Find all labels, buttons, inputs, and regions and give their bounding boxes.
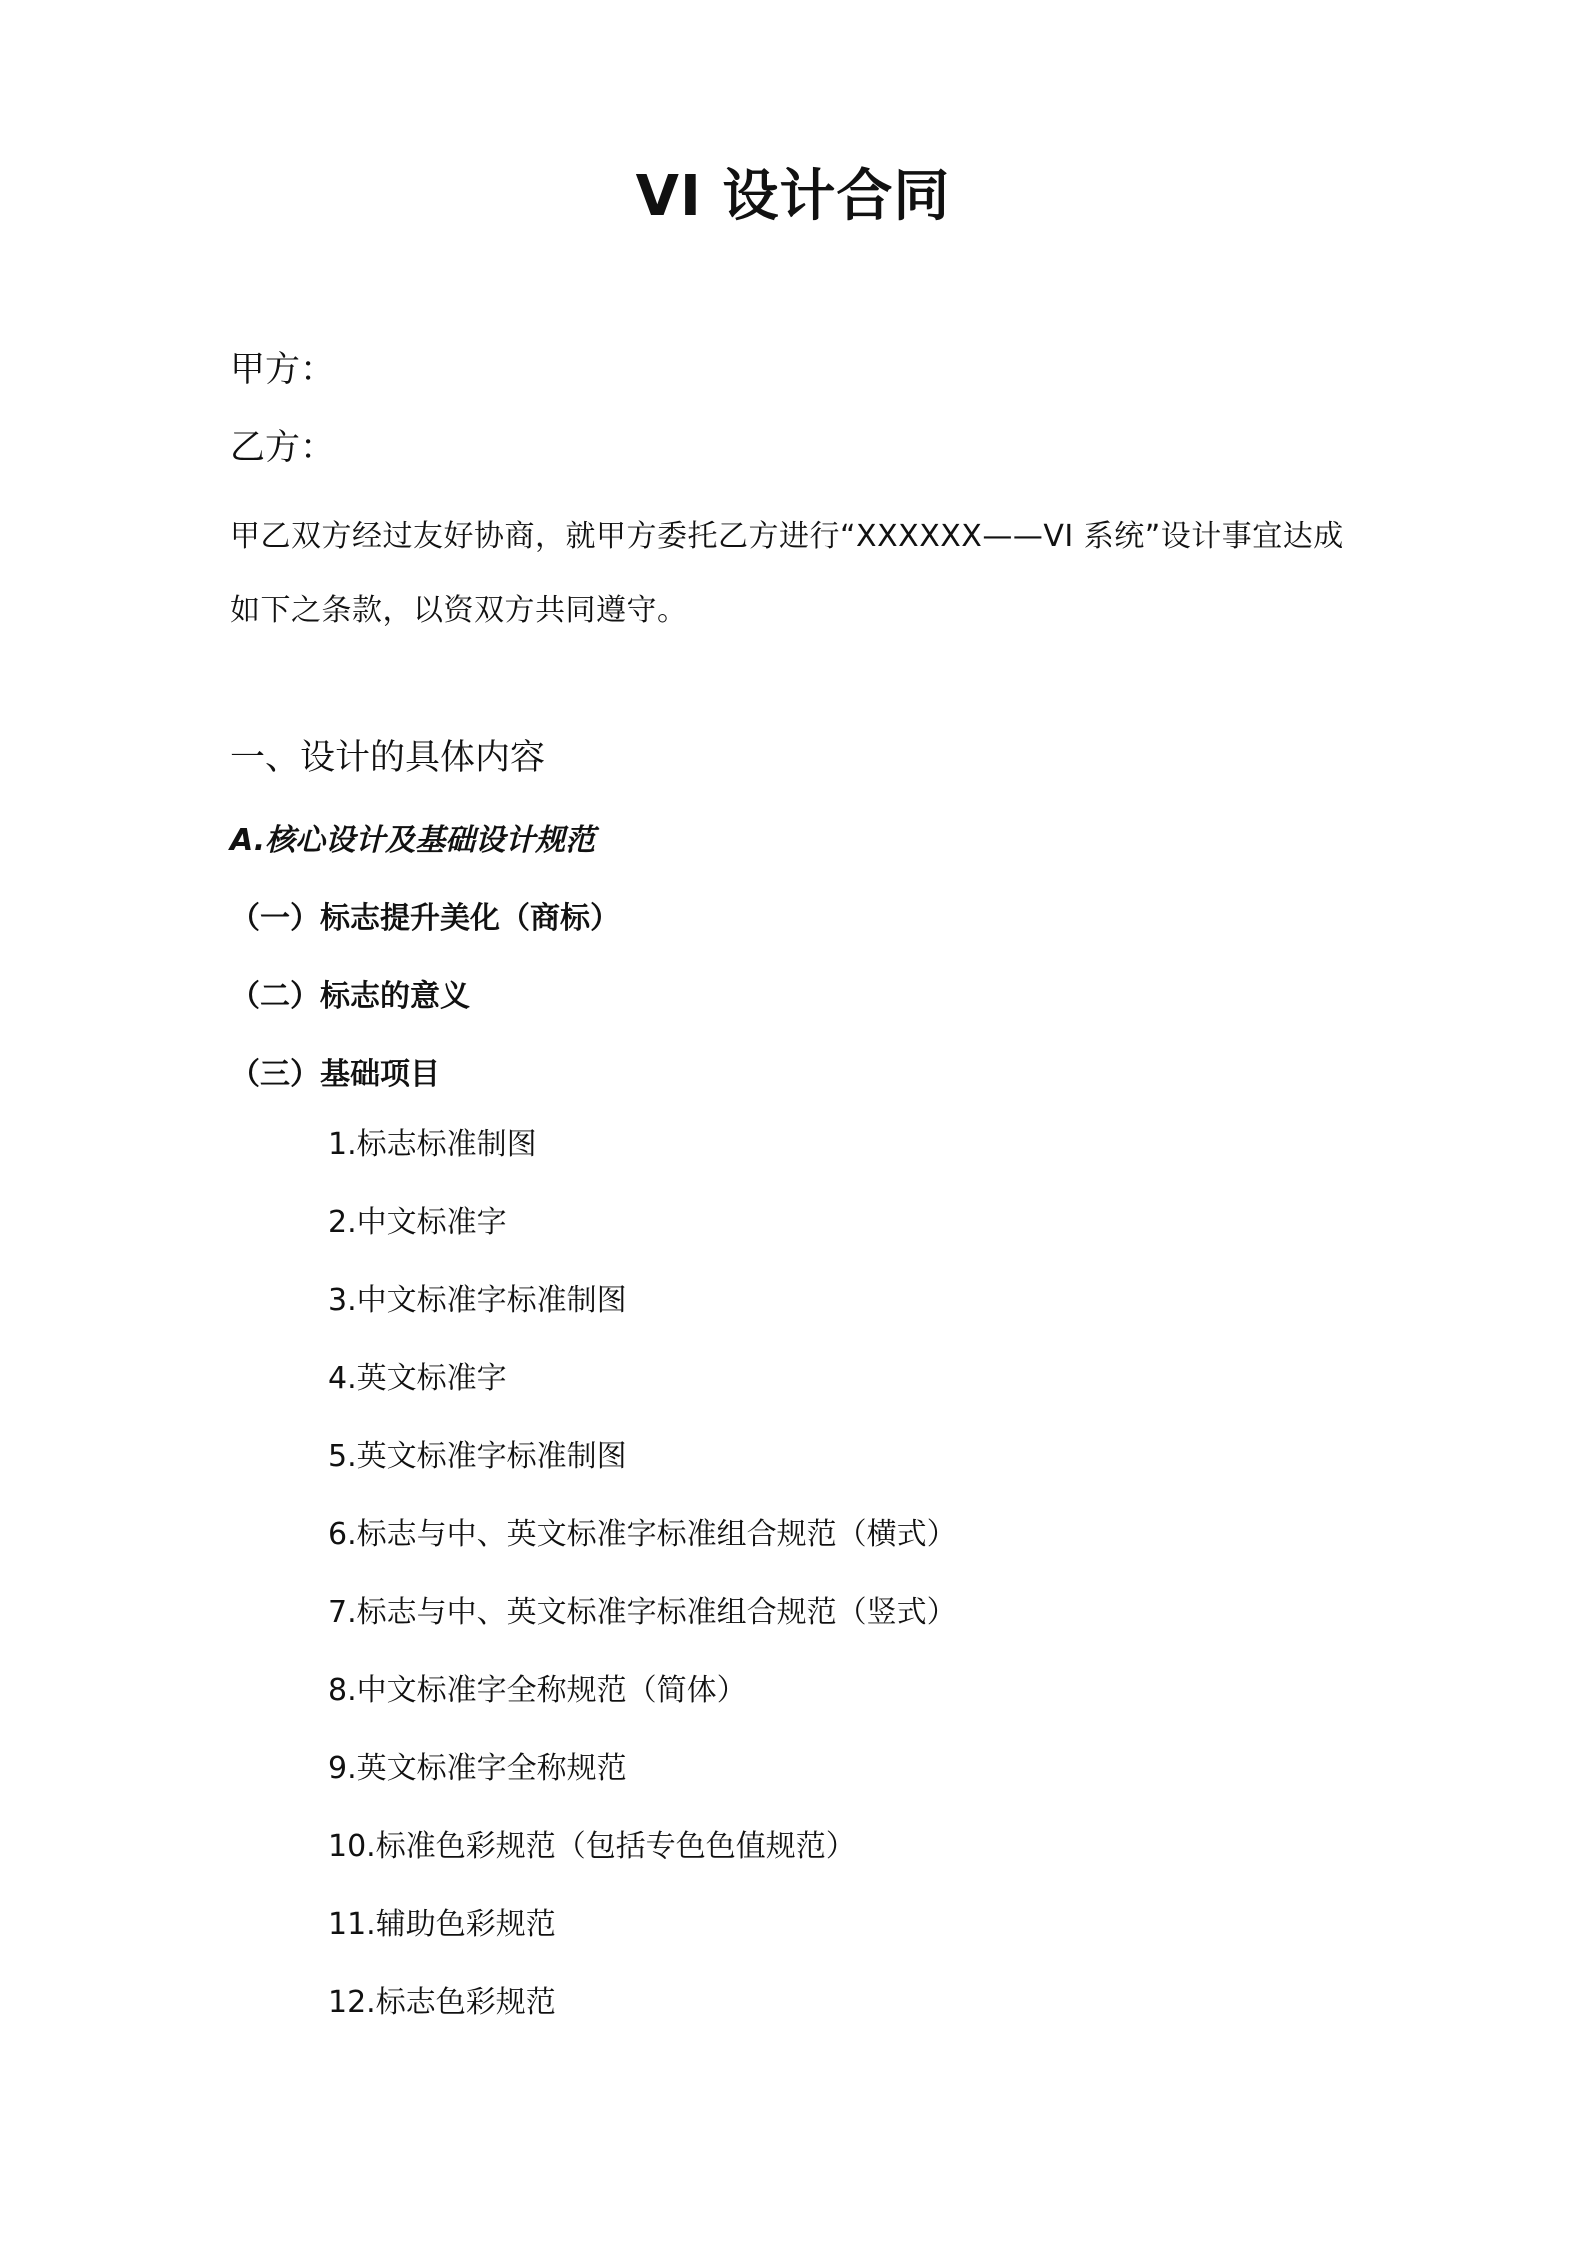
list-item: 7.标志与中、英文标准字标准组合规范（竖式） bbox=[328, 1595, 957, 1630]
list-item: 2.中文标准字 bbox=[328, 1205, 507, 1240]
party-a-label: 甲方： bbox=[230, 350, 336, 390]
list-item: 8.中文标准字全称规范（简体） bbox=[328, 1673, 747, 1708]
group-heading-basic-items: （三）基础项目 bbox=[230, 1057, 440, 1092]
list-item: 10.标准色彩规范（包括专色色值规范） bbox=[328, 1829, 856, 1864]
list-item: 3.中文标准字标准制图 bbox=[328, 1283, 627, 1318]
list-item: 4.英文标准字 bbox=[328, 1361, 507, 1396]
group-heading-logo-meaning: （二）标志的意义 bbox=[230, 979, 470, 1014]
list-item: 12.标志色彩规范 bbox=[328, 1985, 556, 2020]
list-item: 6.标志与中、英文标准字标准组合规范（横式） bbox=[328, 1517, 957, 1552]
basic-items-list bbox=[328, 1125, 957, 2061]
list-item: 9.英文标准字全称规范 bbox=[328, 1751, 627, 1786]
section-heading: 一、设计的具体内容 bbox=[230, 738, 546, 778]
party-b-label: 乙方： bbox=[230, 428, 336, 468]
group-heading-logo-enhancement: （一）标志提升美化（商标） bbox=[230, 901, 620, 936]
document-title: VI 设计合同 bbox=[635, 164, 951, 229]
subsection-heading: A.核心设计及基础设计规范 bbox=[230, 823, 596, 858]
intro-paragraph: 甲乙双方经过友好协商，就甲方委托乙方进行“XXXXXX——VI 系统”设计事宜达成如下之条款，以资双方共同遵守。 bbox=[230, 519, 1344, 628]
list-item: 1.标志标准制图 bbox=[328, 1127, 537, 1162]
list-item: 11.辅助色彩规范 bbox=[328, 1907, 556, 1942]
list-item: 5.英文标准字标准制图 bbox=[328, 1439, 627, 1474]
